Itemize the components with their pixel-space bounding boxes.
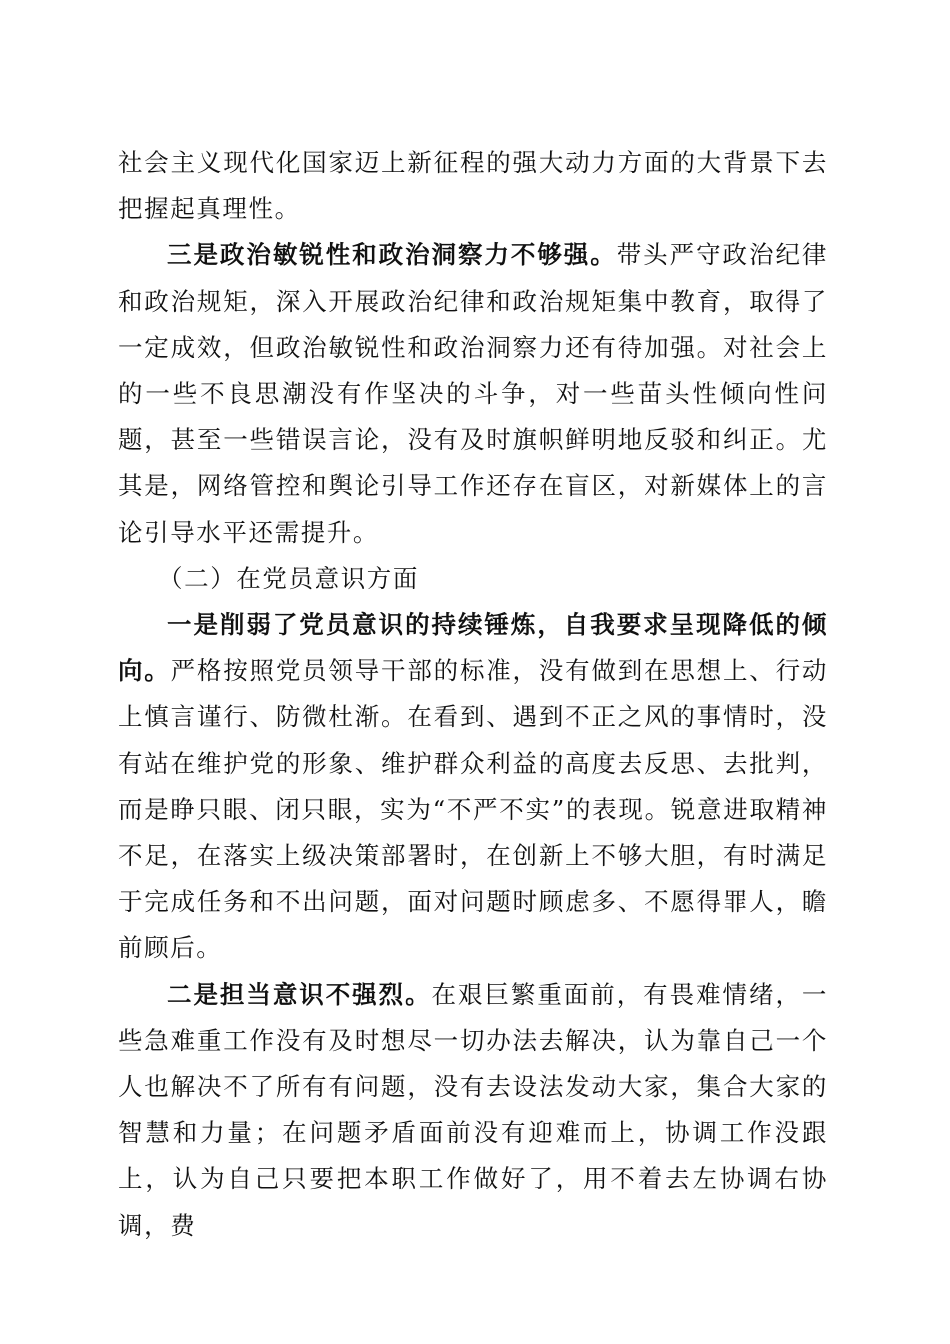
- paragraph-text: 社会主义现代化国家迈上新征程的强大动力方面的大背景下去把握起真理性。: [118, 148, 828, 224]
- paragraph-lead: 三是政治敏锐性和政治洞察力不够强。: [167, 240, 617, 270]
- paragraph-text: 带头严守政治纪律和政治规矩，深入开展政治纪律和政治规矩集中教育，取得了一定成效，但政治敏锐性和政治洞察力还有待加强。对社会上的一些不良思潮没有作坚决的斗争，对一些苗头性倾向性问题，甚至一些错误言论，没有及时旗帜鲜明地反驳和纠正。尤其是，网络管控和舆论引导工作还存在盲区，对新媒体上的言论引导水平还需提升。: [118, 240, 828, 547]
- section-heading-party-awareness: （二）在党员意识方面: [158, 563, 419, 593]
- paragraph-political-sensitivity: [118, 232, 828, 555]
- document-body: [118, 140, 828, 1249]
- paragraph-lead: 一是削弱了党员意识的持续锤炼，自我要求呈现降低的倾向。: [118, 610, 828, 686]
- paragraph-responsibility-awareness: [118, 972, 828, 1249]
- paragraph-lead: 二是担当意识不强烈。: [167, 979, 432, 1009]
- paragraph-text: 在艰巨繁重面前，有畏难情绪，一些急难重工作没有及时想尽一切办法去解决，认为靠自己一个人也解决不了所有有问题，没有去设法发动大家，集合大家的智慧和力量；在问题矛盾面前没有迎难而上，协调工作没跟上，认为自己只要把本职工作做好了，用不着去左协调右协调，费: [118, 979, 829, 1240]
- paragraph-continuation: [118, 140, 828, 232]
- paragraph-text: 严格按照党员领导干部的标准，没有做到在思想上、行动上慎言谨行、防微杜渐。在看到、遇到不正之风的事情时，没有站在维护党的形象、维护群众利益的高度去反思、去批判，而是睁只眼、闭只眼，实为“不严不实”的表现。锐意进取精神不足，在落实上级决策部署时，在创新上不够大胆，有时满足于完成任务和不出问题，面对问题时顾虑多、不愿得罪人，瞻前顾后。: [118, 656, 828, 963]
- paragraph-party-member-awareness: [118, 602, 828, 972]
